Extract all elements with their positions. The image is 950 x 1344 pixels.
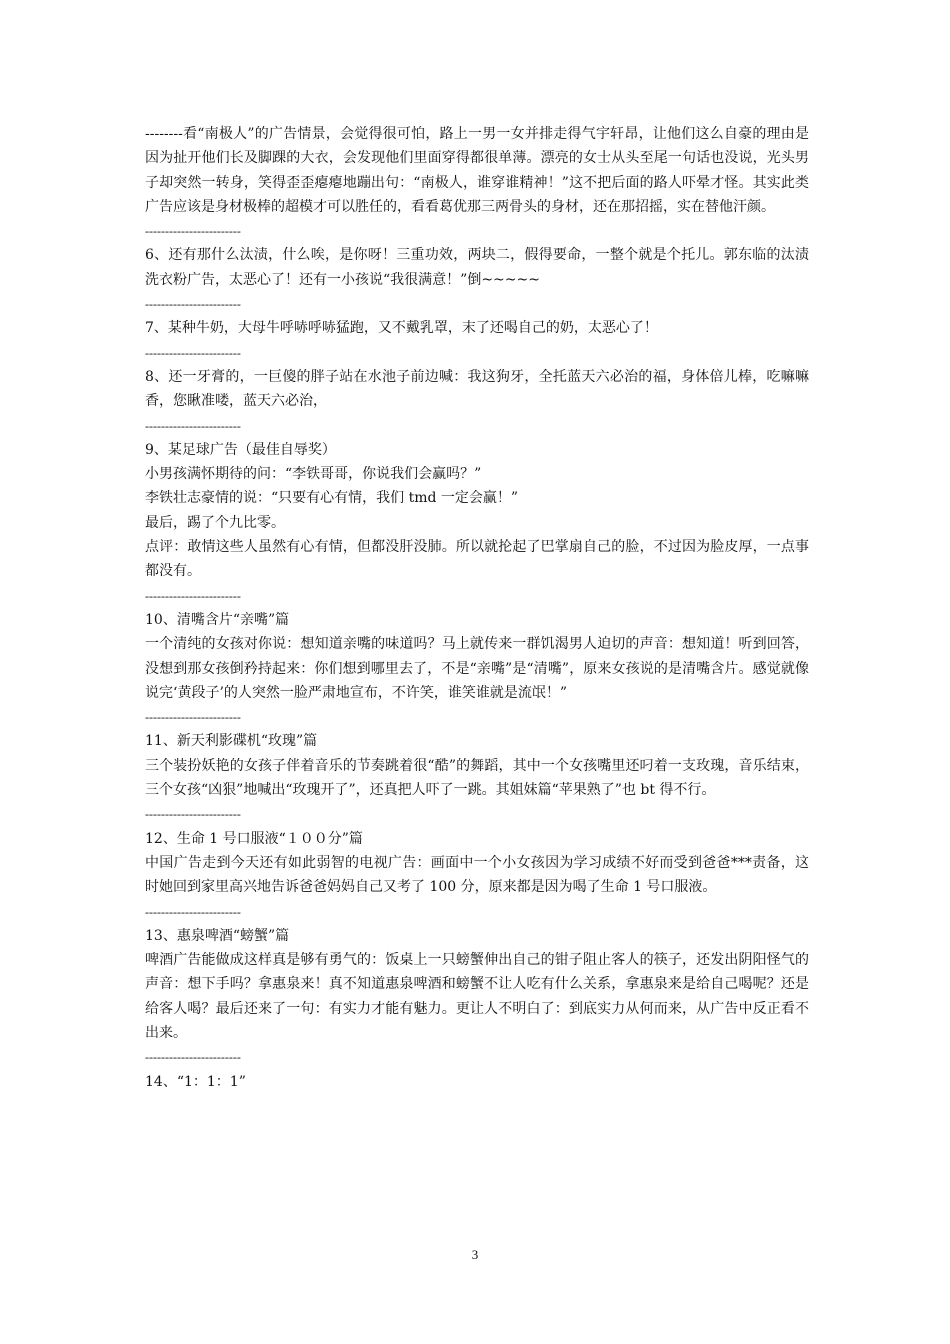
paragraph-item-8: 8、还一牙膏的，一巨傻的胖子站在水池子前边喊：我这狗牙，全托蓝天六必治的福，身体倍儿棒，吃嘛嘛香，您瞅准喽，蓝天六必治， [145,368,809,410]
separator-line: ------------------------ [145,1050,241,1065]
paragraph-item-10: 一个清纯的女孩对你说：想知道亲嘴的味道吗？马上就传来一群饥渴男人迫切的声音：想知道！听到回答，没想到那女孩倒矜持起来：你们想到哪里去了，不是“亲嘴”是“清嘴”，原来女孩说的是清嘴含片。感觉就像说完‘黄段子’的人突然一脸严肃地宣布，不许笑，谁笑谁就是流氓！” [145,636,809,701]
paragraph-item-9-result: 最后，踢了个九比零。 [145,514,285,531]
paragraph-item-9-question: 小男孩满怀期待的问：“李铁哥哥，你说我们会赢吗？” [145,466,482,483]
separator-line: ------------------------ [145,345,241,360]
document-body [145,122,809,1094]
paragraph-item-12: 中国广告走到今天还有如此弱智的电视广告：画面中一个小女孩因为学习成绩不好而受到爸爸***责备，这时她回到家里高兴地告诉爸爸妈妈自己又考了 100 分，原来都是因为喝了生命 1 号口服液。 [145,854,809,896]
separator-line: ------------------------ [145,807,241,822]
paragraph-item-9-comment: 点评：敢情这些人虽然有心有情，但都没肝没肺。所以就抡起了巴掌扇自己的脸，不过因为脸皮厚，一点事都没有。 [145,539,809,580]
separator-line: ------------------------ [145,710,241,725]
heading-item-13: 13、惠泉啤酒“螃蟹”篇 [145,927,290,944]
heading-item-11: 11、新天利影碟机“玫瑰”篇 [145,733,318,750]
separator-line: ------------------------ [145,588,241,603]
paragraph-nanjiren-ad: --------看“南极人”的广告情景，会觉得很可怕，路上一男一女并排走得气宇轩昂，让他们这么自豪的理由是因为扯开他们长及脚踝的大衣，会发现他们里面穿得都很单薄。漂亮的女士从头至尾一句话也没说，光头男子却突然一转身，笑得歪歪瘪瘪地蹦出句：“南极人，谁穿谁精神！”这不把后面的路人吓晕才怪。其实此类广告应该是身材极棒的超模才可以胜任的，看看葛优那三两骨头的身材，还在那招摇，实在替他汗颜。 [145,126,809,215]
paragraph-item-7: 7、某种牛奶，大母牛呼哧呼哧猛跑，又不戴乳罩，末了还喝自己的奶，太恶心了！ [145,320,658,337]
separator-line: ------------------------ [145,224,241,239]
heading-item-14: 14、“1：1：1” [145,1073,246,1090]
heading-item-12: 12、生命 1 号口服液“１００分”篇 [145,830,363,847]
paragraph-item-13: 啤酒广告能做成这样真是够有勇气的：饭桌上一只螃蟹伸出自己的钳子阻止客人的筷子，还发出阴阳怪气的声音：想下手吗？拿惠泉来！真不知道惠泉啤酒和螃蟹不让人吃有什么关系，拿惠泉来是给自己喝呢？还是给客人喝？最后还来了一句：有实力才能有魅力。更让人不明白了：到底实力从何而来，从广告中反正看不出来。 [145,952,809,1041]
heading-item-10: 10、清嘴含片“亲嘴”篇 [145,611,290,628]
separator-line: ------------------------ [145,904,241,919]
separator-line: ------------------------ [145,418,241,433]
paragraph-item-6: 6、还有那什么汰渍，什么唉，是你呀！三重功效，两块二，假得要命，一整个就是个托儿。郭东临的汰渍洗衣粉广告，太恶心了！还有一小孩说“我很满意！”倒~~~~~ [145,247,809,288]
page-number: 3 [471,1247,479,1262]
paragraph-item-9-answer: 李铁壮志豪情的说：“只要有心有情，我们 tmd 一定会赢！” [145,490,519,507]
separator-line: ------------------------ [145,297,241,312]
paragraph-item-11: 三个装扮妖艳的女孩子伴着音乐的节奏跳着很“酷”的舞蹈，其中一个女孩嘴里还叼着一支玫瑰，音乐结束，三个女孩“凶狠”地喊出“玫瑰开了”，还真把人吓了一跳。其姐妹篇“苹果熟了”也 bt 得不行。 [145,757,809,799]
heading-item-9: 9、某足球广告（最佳自辱奖） [145,441,336,458]
